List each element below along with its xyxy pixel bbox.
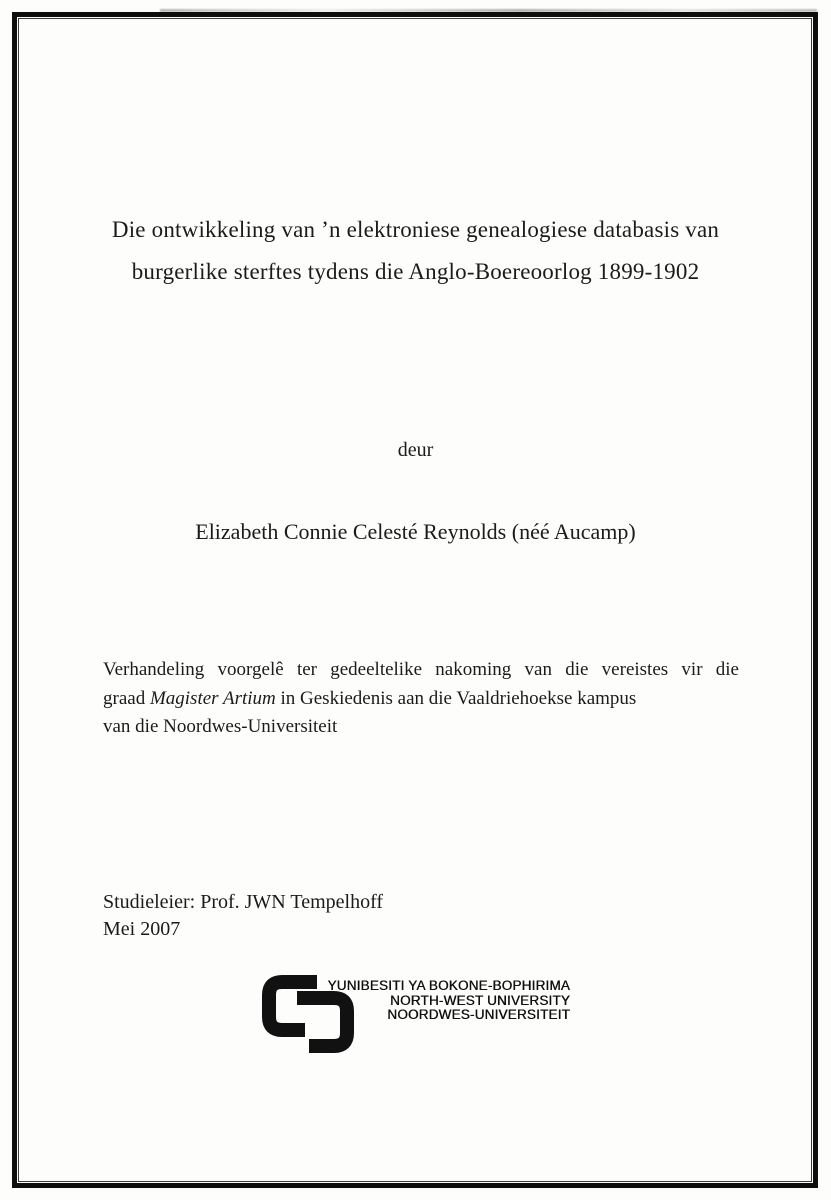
- supervisor-and-date: [103, 889, 383, 943]
- degree-name: Magister Artium: [149, 687, 276, 709]
- degree-prefix: graad: [103, 687, 150, 709]
- university-name-setswana: YUNIBESITI YA BOKONE-BOPHIRIMA: [327, 978, 570, 993]
- thesis-title-line-2: burgerlike sterftes tydens die Anglo-Boereoorlog 1899-1902: [131, 259, 700, 284]
- university-wordmark: [327, 979, 570, 1023]
- logo-link-left: [269, 982, 317, 1030]
- submission-line-1: Verhandeling voorgelê ter gedeeltelike nakoming van die vereistes vir die: [103, 659, 739, 680]
- date-line: Mei 2007: [103, 918, 181, 940]
- author-name: Elizabeth Connie Celesté Reynolds (néé Aucamp): [195, 519, 636, 544]
- university-name-afrikaans: NOORDWES-UNIVERSITEIT: [387, 1007, 570, 1023]
- thesis-title-line-1: Die ontwikkeling van ’n elektroniese genealogiese databasis van: [111, 217, 720, 242]
- university-name-english: NORTH-WEST UNIVERSITY: [390, 992, 570, 1008]
- byline-label: deur: [397, 439, 434, 461]
- submission-statement: [103, 656, 739, 742]
- degree-suffix: in Geskiedenis aan die Vaaldriehoekse kampus: [275, 687, 637, 709]
- thesis-title: [0, 209, 831, 293]
- supervisor-line: Studieleier: Prof. JWN Tempelhoff: [103, 891, 384, 913]
- submission-line-2: [103, 685, 739, 714]
- submission-line-3: van die Noordwes-Universiteit: [103, 716, 338, 737]
